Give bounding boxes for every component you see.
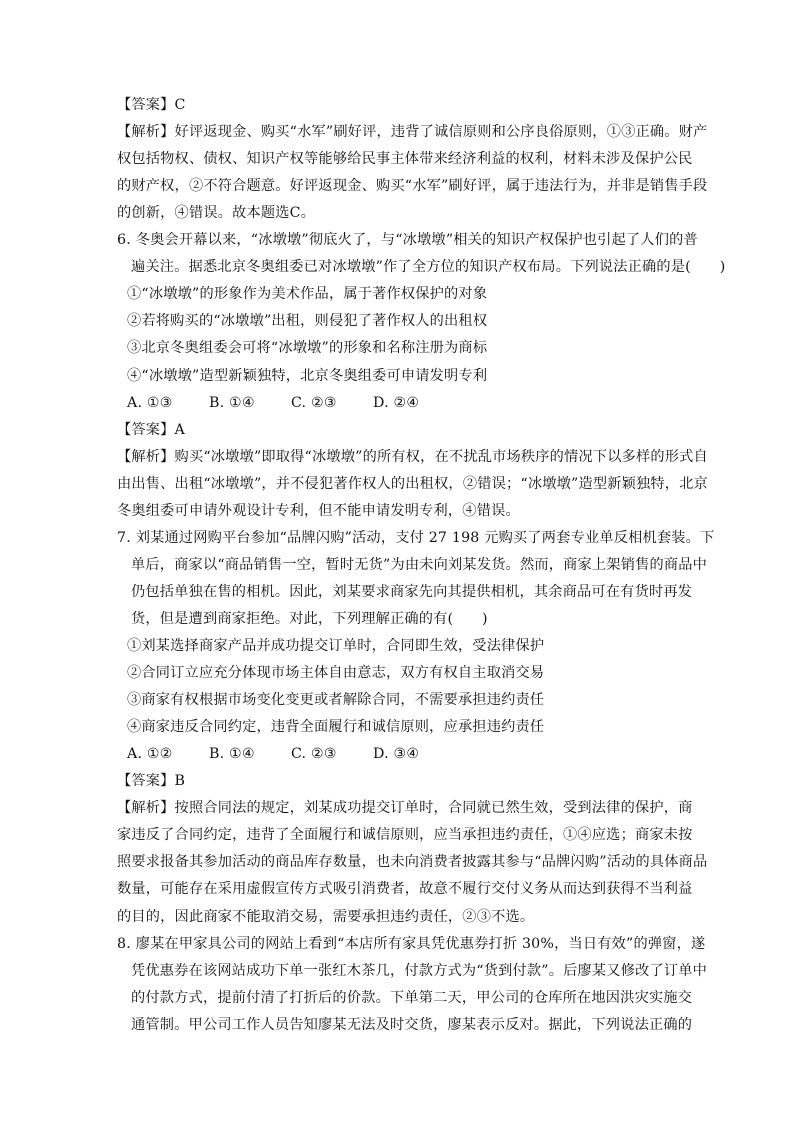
question-text: 廖某在甲家具公司的网站上看到“本店所有家具凭优惠券打折 30%，当日有效”的弹窗，遂	[131, 935, 706, 952]
explanation-line: 【解析】购买“冰墩墩”即取得“冰墩墩”的所有权，在不扰乱市场秩序的情况下以多样的形式自	[117, 448, 708, 465]
explanation-line: 照要求报备其参加活动的商品库存数量，也未向消费者披露其参与“品牌闪购”活动的具体商品	[117, 854, 708, 871]
choice-c: C. ②③	[291, 746, 337, 763]
answer-line: 【答案】A	[117, 421, 185, 438]
explanation-line: 的财产权，②不符合题意。好评返现金、购买“水军”刷好评，属于违法行为，并非是销售手段	[117, 178, 708, 195]
choice-a: A. ①③	[127, 394, 173, 411]
question-number: 8.	[117, 935, 131, 952]
answer-choices	[127, 744, 455, 764]
answer-line: 【答案】C	[117, 97, 186, 113]
explanation-line: 的创新，④错误。故本题选C。	[117, 205, 316, 222]
answer-choices	[127, 393, 455, 413]
statement-option: ④商家违反合同约定，违背全面履行和诚信原则，应承担违约责任	[127, 719, 545, 736]
statement-option: ①刘某选择商家产品并成功提交订单时，合同即生效，受法律保护	[127, 638, 545, 654]
question-line: 凭优惠券在该网站成功下单一张红木茶几，付款方式为“货到付款”。后廖某又修改了订单中	[131, 962, 708, 979]
explanation-line: 权包括物权、债权、知识产权等能够给民事主体带来经济利益的权利，材料未涉及保护公民	[117, 151, 693, 168]
question-number: 7.	[117, 529, 131, 546]
explanation-line: 【解析】按照合同法的规定，刘某成功提交订单时，合同就已然生效，受到法律的保护，商	[117, 800, 693, 817]
statement-option: ③商家有权根据市场变化变更或者解除合同，不需要承担违约责任	[127, 692, 545, 709]
explanation-line: 数量，可能存在采用虚假宣传方式吸引消费者，故意不履行交付义务从而达到获得不当利益	[117, 881, 693, 898]
question-text: 冬奥会开幕以来，“冰墩墩”彻底火了，与“冰墩墩”相关的知识产权保护也引起了人们的普	[131, 232, 698, 249]
question-line: 仍包括单独在售的相机。因此，刘某要求商家先向其提供相机，其余商品可在有货时再发	[131, 583, 693, 600]
explanation-line: 由出售、出租“冰墩墩”，并不侵犯著作权人的出租权，②错误；“冰墩墩”造型新颖独特，北京	[117, 475, 708, 492]
question-line: 通管制。甲公司工作人员告知廖某无法及时交货，廖某表示反对。据此，下列说法正确的	[131, 1016, 693, 1033]
question-number: 6.	[117, 232, 131, 249]
choice-d: D. ③④	[373, 746, 420, 763]
question-line: 单后，商家以“商品销售一空，暂时无货”为由未向刘某发货。然而，商家上架销售的商品中	[131, 556, 708, 573]
choice-c: C. ②③	[291, 394, 337, 411]
question-line	[117, 934, 705, 954]
question-line: 的付款方式，提前付清了打折后的价款。下单第二天，甲公司的仓库所在地因洪灾实施交	[131, 989, 693, 1006]
choice-b: B. ①④	[209, 394, 255, 411]
explanation-line: 的目的，因此商家不能取消交易，需要承担违约责任，②③不选。	[117, 908, 535, 925]
question-line	[117, 230, 698, 250]
question-line	[117, 528, 714, 548]
question-line: 货，但是遭到商家拒绝。对此，下列理解正确的有( )	[131, 610, 488, 627]
explanation-line: 【解析】好评返现金、购买“水军”刷好评，违背了诚信原则和公序良俗原则，①③正确。财产	[117, 124, 708, 141]
explanation-line: 冬奥组委可申请外观设计专利，但不能申请发明专利，④错误。	[117, 502, 520, 519]
statement-option: ④“冰墩墩”造型新颖独特，北京冬奥组委可申请发明专利	[127, 367, 488, 384]
statement-option: ①“冰墩墩”的形象作为美术作品，属于著作权保护的对象	[127, 286, 488, 303]
statement-option: ②合同订立应充分体现市场主体自由意志，双方有权自主取消交易	[127, 665, 545, 682]
question-text: 刘某通过网购平台参加“品牌闪购”活动，支付 27 198 元购买了两套专业单反相机套装。下	[131, 529, 715, 546]
explanation-line: 家违反了合同约定，违背了全面履行和诚信原则，应当承担违约责任，①④应选；商家未按	[117, 827, 693, 844]
choice-d: D. ②④	[373, 394, 420, 411]
statement-option: ③北京冬奥组委会可将“冰墩墩”的形象和名称注册为商标	[127, 340, 488, 357]
answer-line: 【答案】B	[117, 773, 186, 790]
choice-a: A. ①②	[127, 746, 173, 763]
question-line: 遍关注。据悉北京冬奥组委已对冰墩墩”作了全方位的知识产权布局。下列说法正确的是( )	[131, 259, 726, 276]
statement-option: ②若将购买的“冰墩墩”出租，则侵犯了著作权人的出租权	[127, 313, 488, 330]
choice-b: B. ①④	[209, 746, 255, 763]
